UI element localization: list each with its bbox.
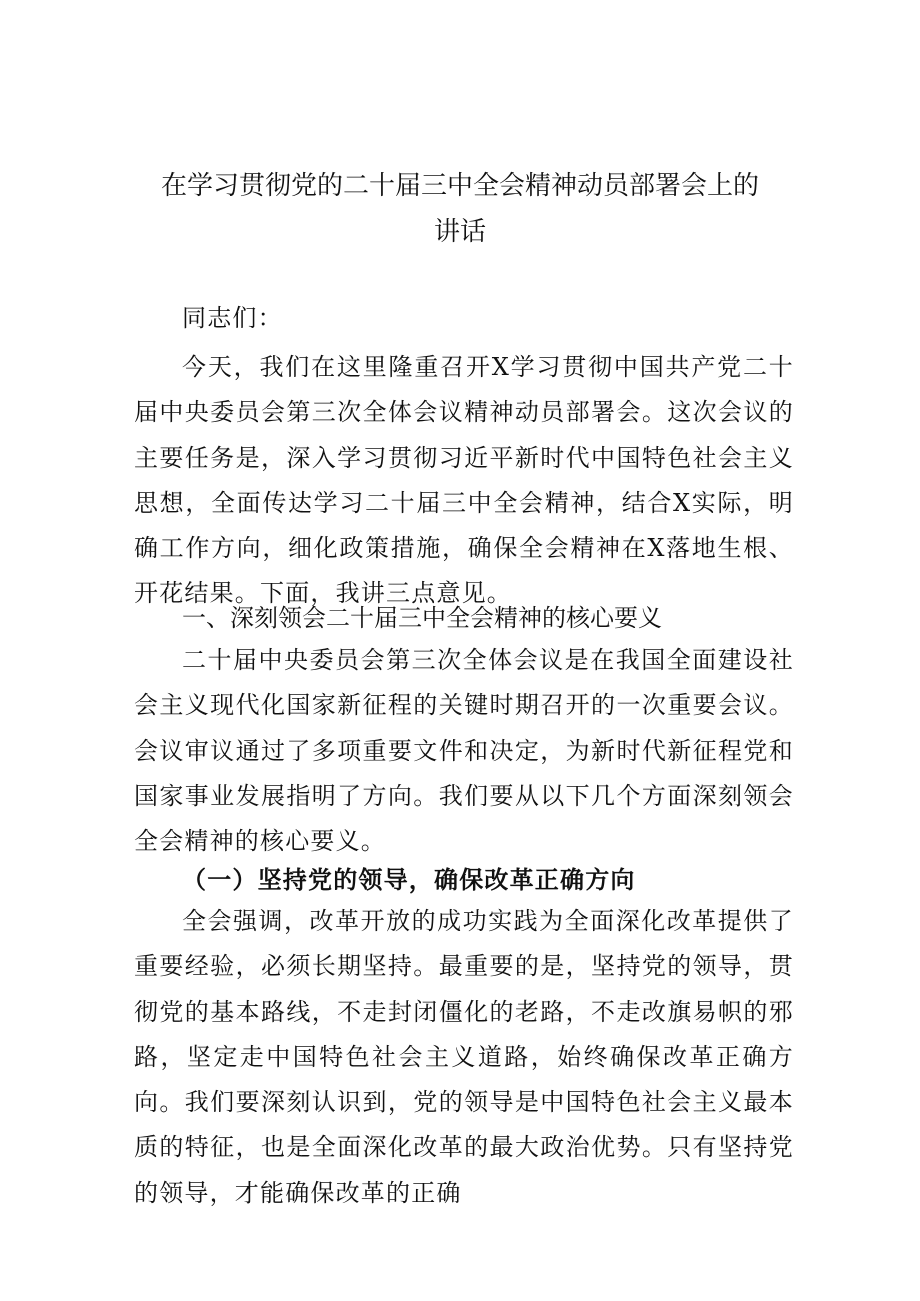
section-heading-1: 一、深刻领会二十届三中全会精神的核心要义 xyxy=(182,604,662,632)
section-1-paragraph: 二十届中央委员会第三次全体会议是在我国全面建设社会主义现代化国家新征程的关键时期召开的一次重要会议。会议审议通过了多项重要文件和决定，为新时代新征程党和国家事业发展指明了方向。我们要从以下几个方面深刻领会全会精神的核心要义。 xyxy=(134,646,794,856)
subsection-heading-1: （一）坚持党的领导，确保改革正确方向 xyxy=(182,865,636,894)
document-title: 在学习贯彻党的二十届三中全会精神动员部署会上的 xyxy=(160,171,759,201)
subsection-1-paragraph: 全会强调，改革开放的成功实践为全面深化改革提供了重要经验，必须长期坚持。最重要的是，坚持党的领导，贯彻党的基本路线，不走封闭僵化的老路，不走改旗易帜的邪路，坚定走中国特色社会主义道路，始终确保改革正确方向。我们要深刻认识到，党的领导是中国特色社会主义最本质的特征，也是全面深化改革的最大政治优势。只有坚持党的领导，才能确保改革的正确 xyxy=(134,907,794,1207)
intro-paragraph: 今天，我们在这里隆重召开X学习贯彻中国共产党二十届中央委员会第三次全体会议精神动员部署会。这次会议的主要任务是，深入学习贯彻习近平新时代中国特色社会主义思想，全面传达学习二十届三中全会精神，结合X实际，明确工作方向，细化政策措施，确保全会精神在X落地生根、开花结果。下面，我讲三点意见。 xyxy=(134,353,794,608)
document-title-continued: 讲话 xyxy=(433,217,486,247)
greeting: 同志们： xyxy=(182,304,283,332)
